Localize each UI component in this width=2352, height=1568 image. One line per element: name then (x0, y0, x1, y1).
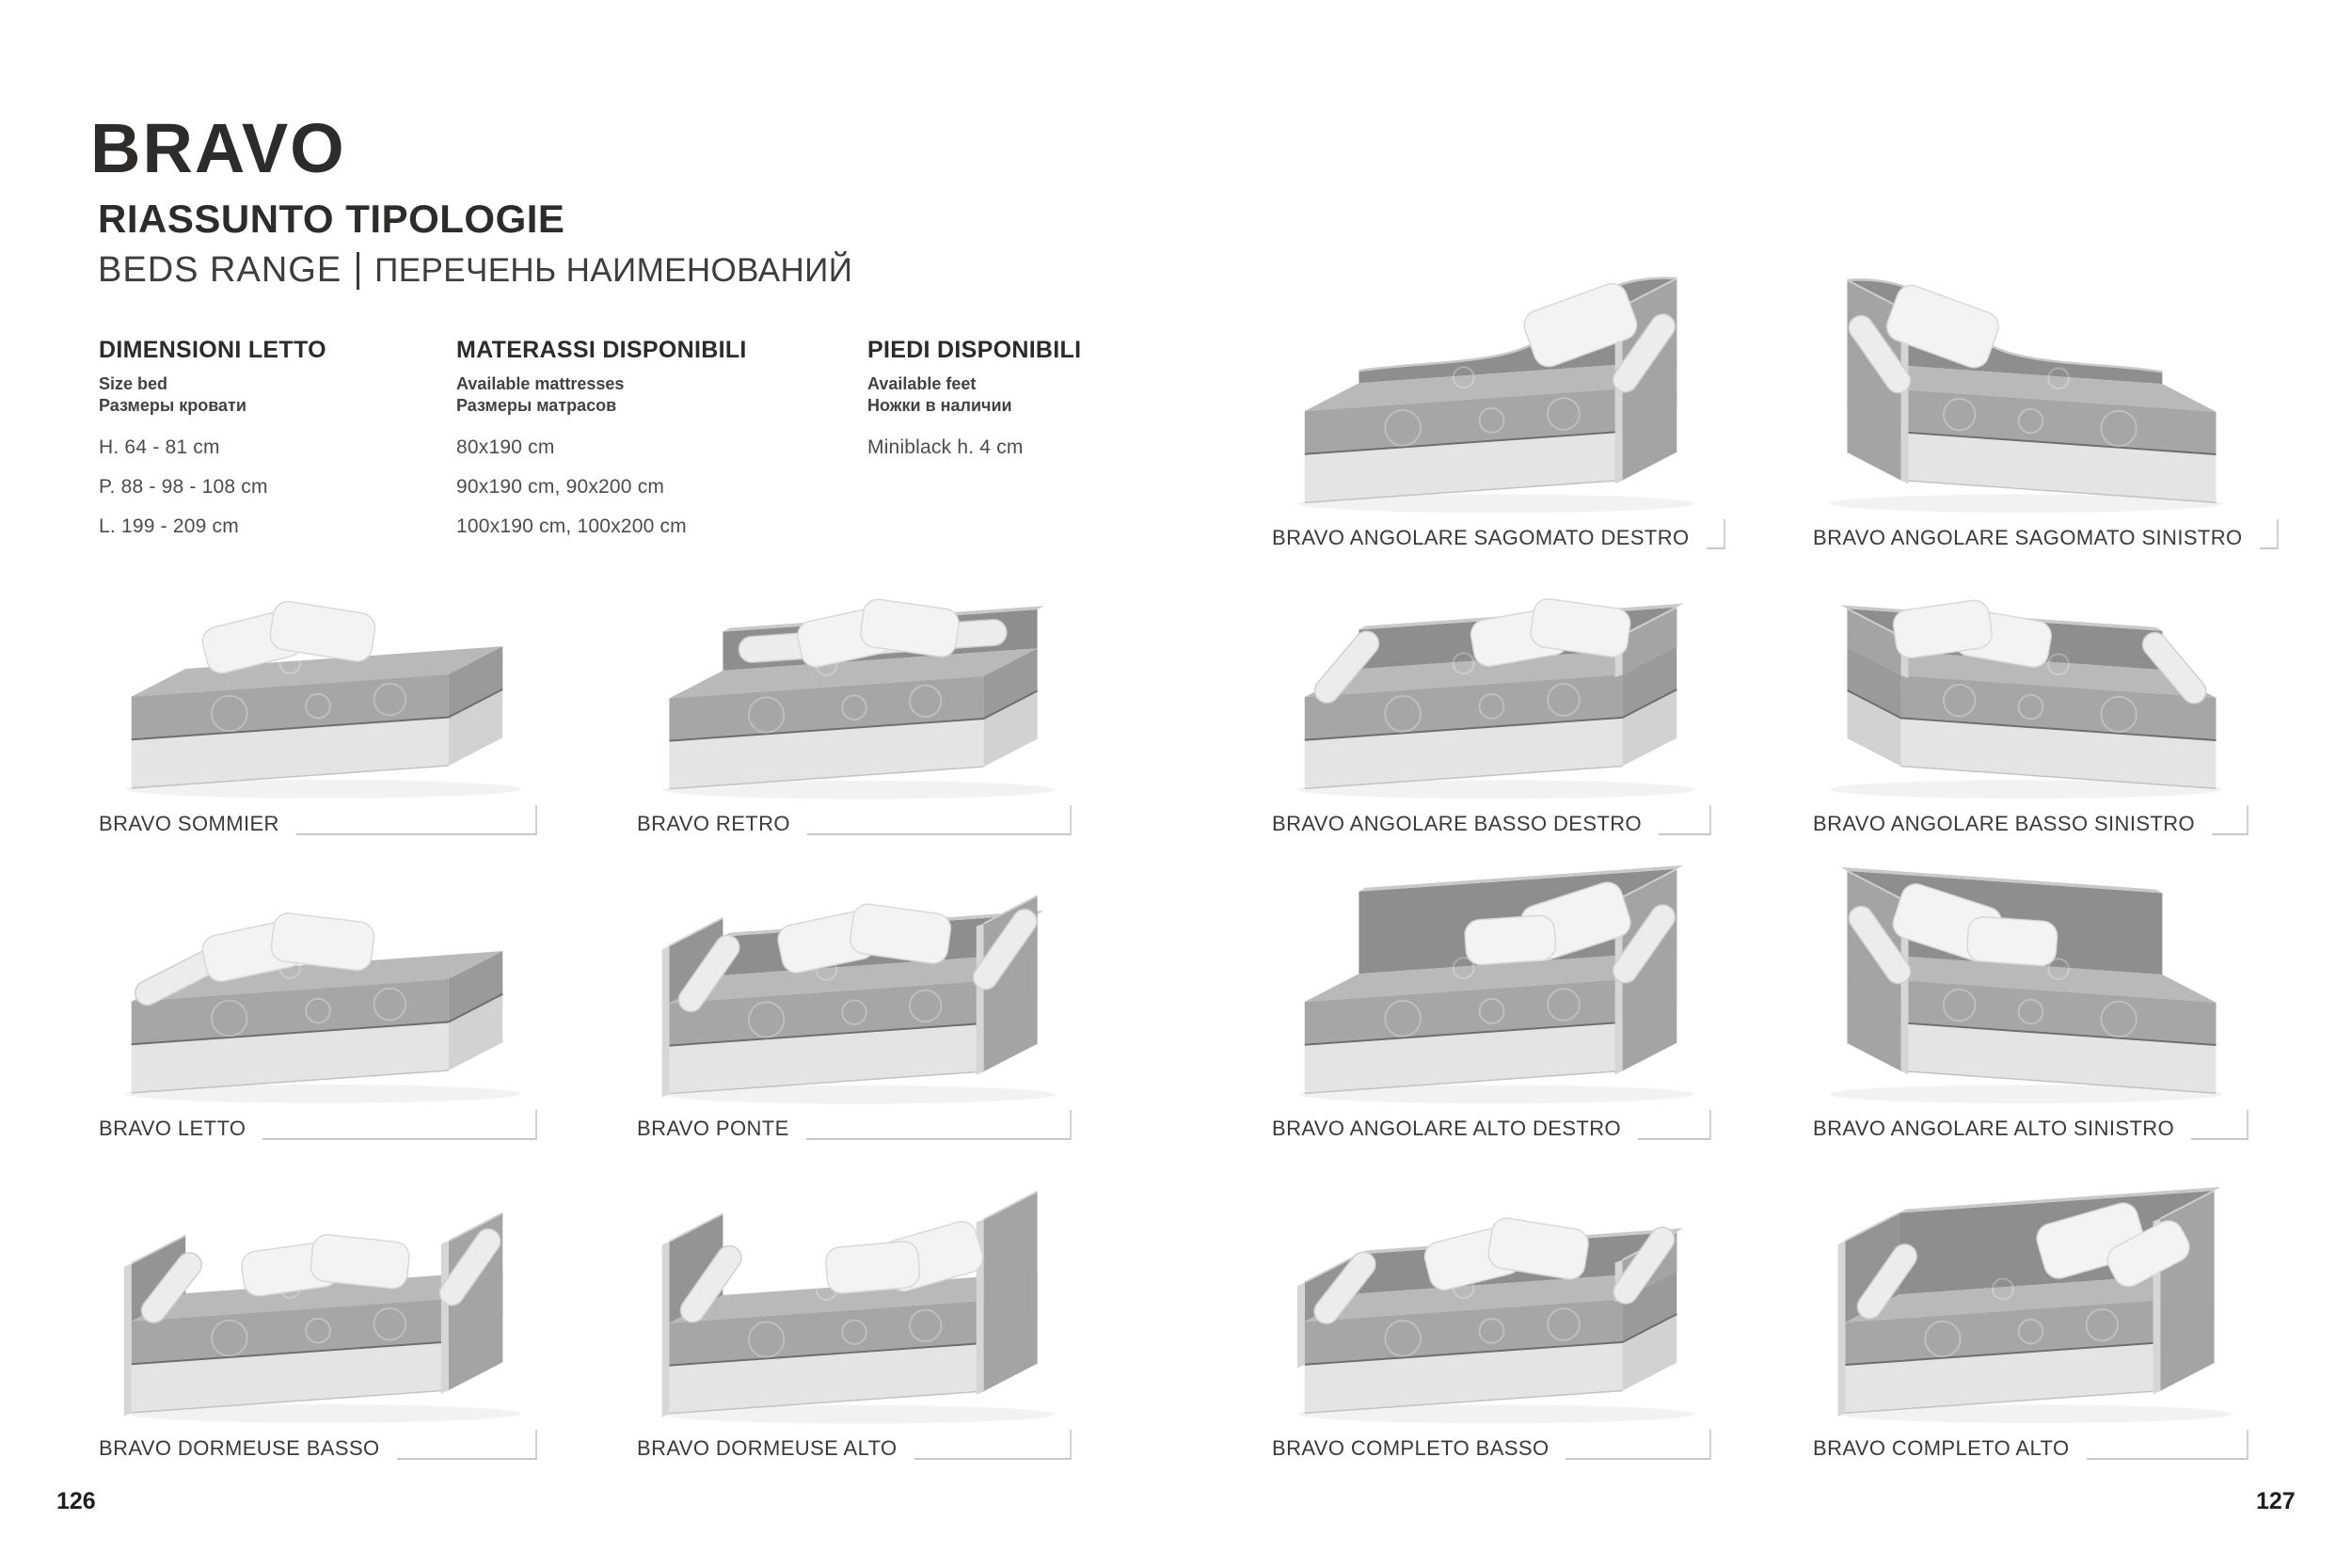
caption-line (2087, 1430, 2249, 1460)
spec-value: 90x190 cm, 90x200 cm (456, 476, 665, 498)
page-title: BRAVO (90, 109, 346, 187)
completo-alto-bed-image (1813, 1166, 2249, 1430)
bed-label: BRAVO ANGOLARE SAGOMATO SINISTRO (1813, 526, 2243, 549)
bed-caption (1272, 1430, 1711, 1460)
spec-values (99, 437, 326, 536)
subtitle-translations (98, 250, 852, 291)
bed-caption (1813, 1430, 2249, 1460)
spec-value: 80x190 cm (456, 436, 555, 458)
bed-label: BRAVO ANGOLARE ALTO DESTRO (1272, 1117, 1622, 1140)
angolare-sagomato-bed-image (1813, 256, 2249, 519)
bed-card-dormeuse-alto (637, 1166, 1072, 1460)
angolare-alto-bed-image (1813, 847, 2249, 1110)
bed-label: BRAVO LETTO (99, 1117, 246, 1140)
dormeuse-alto-bed-image (637, 1166, 1072, 1430)
angolare-basso-bed-image (1813, 542, 2249, 805)
bed-label: BRAVO ANGOLARE ALTO SINISTRO (1813, 1117, 2175, 1140)
page-subtitle: RIASSUNTO TIPOLOGIE (98, 197, 565, 241)
bed-card-ponte (637, 847, 1072, 1140)
bed-label: BRAVO COMPLETO BASSO (1272, 1436, 1549, 1460)
retro-bed-image (637, 542, 1072, 805)
bed-caption (1272, 1110, 1711, 1140)
spec-column (456, 337, 747, 556)
bed-card-sommier (99, 542, 537, 835)
bed-card-angolare-alto-destro (1272, 847, 1711, 1140)
spec-subtitle-en: Available mattresses (456, 374, 625, 393)
caption-line (1565, 1430, 1711, 1460)
spec-subtitle-en: Size bed (99, 374, 168, 393)
spec-values (867, 437, 1081, 457)
spec-title: MATERASSI DISPONIBILI (456, 337, 747, 363)
bed-label: BRAVO DORMEUSE BASSO (99, 1436, 380, 1460)
bed-label: BRAVO COMPLETO ALTO (1813, 1436, 2070, 1460)
bed-label: BRAVO RETRO (637, 812, 790, 835)
caption-line (296, 805, 537, 835)
bed-card-angolare-sagomato-destro (1272, 256, 1711, 549)
caption-line (2191, 1110, 2249, 1140)
caption-line (397, 1430, 537, 1460)
bed-caption (1813, 1110, 2249, 1140)
page-number-right: 127 (2256, 1488, 2296, 1514)
bed-card-completo-alto (1813, 1166, 2249, 1460)
bed-card-angolare-basso-sinistro (1813, 542, 2249, 835)
spec-value: Miniblack h. 4 cm (867, 436, 1024, 458)
spec-title: PIEDI DISPONIBILI (867, 337, 1082, 363)
dormeuse-basso-bed-image (99, 1166, 537, 1430)
bed-caption (99, 805, 537, 835)
caption-line (1638, 1110, 1711, 1140)
ponte-bed-image (637, 847, 1072, 1110)
spec-title: DIMENSIONI LETTO (99, 337, 326, 363)
bed-caption (637, 1110, 1072, 1140)
completo-basso-bed-image (1272, 1166, 1711, 1430)
bed-label: BRAVO DORMEUSE ALTO (637, 1436, 898, 1460)
bed-label: BRAVO PONTE (637, 1117, 789, 1140)
subtitle-russian: ПЕРЕЧЕНЬ НАИМЕНОВАНИЙ (374, 251, 853, 289)
angolare-basso-bed-image (1272, 542, 1711, 805)
bed-card-angolare-alto-sinistro (1813, 847, 2249, 1140)
bed-label: BRAVO ANGOLARE BASSO DESTRO (1272, 812, 1643, 835)
bed-label: BRAVO SOMMIER (99, 812, 279, 835)
spec-subtitle-en: Available feet (867, 374, 977, 393)
spec-subtitle-ru: Ножки в наличии (867, 396, 1012, 415)
spec-value: P. 88 - 98 - 108 cm (99, 476, 268, 498)
spec-value: 100x190 cm, 100x200 cm (456, 515, 687, 537)
caption-line (914, 1430, 1072, 1460)
spec-subtitle-ru: Размеры кровати (99, 396, 246, 415)
caption-line (806, 1110, 1072, 1140)
bed-caption (637, 805, 1072, 835)
spec-values (456, 437, 747, 536)
caption-line (807, 805, 1072, 835)
bed-label: BRAVO ANGOLARE BASSO SINISTRO (1813, 812, 2196, 835)
bed-card-letto (99, 847, 537, 1140)
bed-caption (637, 1430, 1072, 1460)
bed-caption (99, 1430, 537, 1460)
subtitle-english: BEDS RANGE (98, 250, 342, 290)
bed-card-angolare-sagomato-sinistro (1813, 256, 2249, 549)
letto-bed-image (99, 847, 537, 1110)
spec-value: H. 64 - 81 cm (99, 436, 220, 458)
spec-subtitle-ru: Размеры матрасов (456, 396, 617, 415)
sommier-bed-image (99, 542, 537, 805)
bed-caption (99, 1110, 537, 1140)
caption-line (2212, 805, 2249, 835)
spec-column (867, 337, 1081, 477)
caption-line (2260, 519, 2279, 549)
angolare-sagomato-bed-image (1272, 256, 1711, 519)
bed-label: BRAVO ANGOLARE SAGOMATO DESTRO (1272, 526, 1690, 549)
spec-column (99, 337, 326, 556)
subtitle-divider (357, 252, 359, 290)
spec-value: L. 199 - 209 cm (99, 515, 239, 537)
bed-card-angolare-basso-destro (1272, 542, 1711, 835)
bed-card-completo-basso (1272, 1166, 1711, 1460)
bed-card-retro (637, 542, 1072, 835)
caption-line (1659, 805, 1711, 835)
bed-card-dormeuse-basso (99, 1166, 537, 1460)
caption-line (262, 1110, 537, 1140)
bed-caption (1272, 805, 1711, 835)
page-number-left: 126 (56, 1488, 96, 1514)
bed-caption (1813, 805, 2249, 835)
angolare-alto-bed-image (1272, 847, 1711, 1110)
